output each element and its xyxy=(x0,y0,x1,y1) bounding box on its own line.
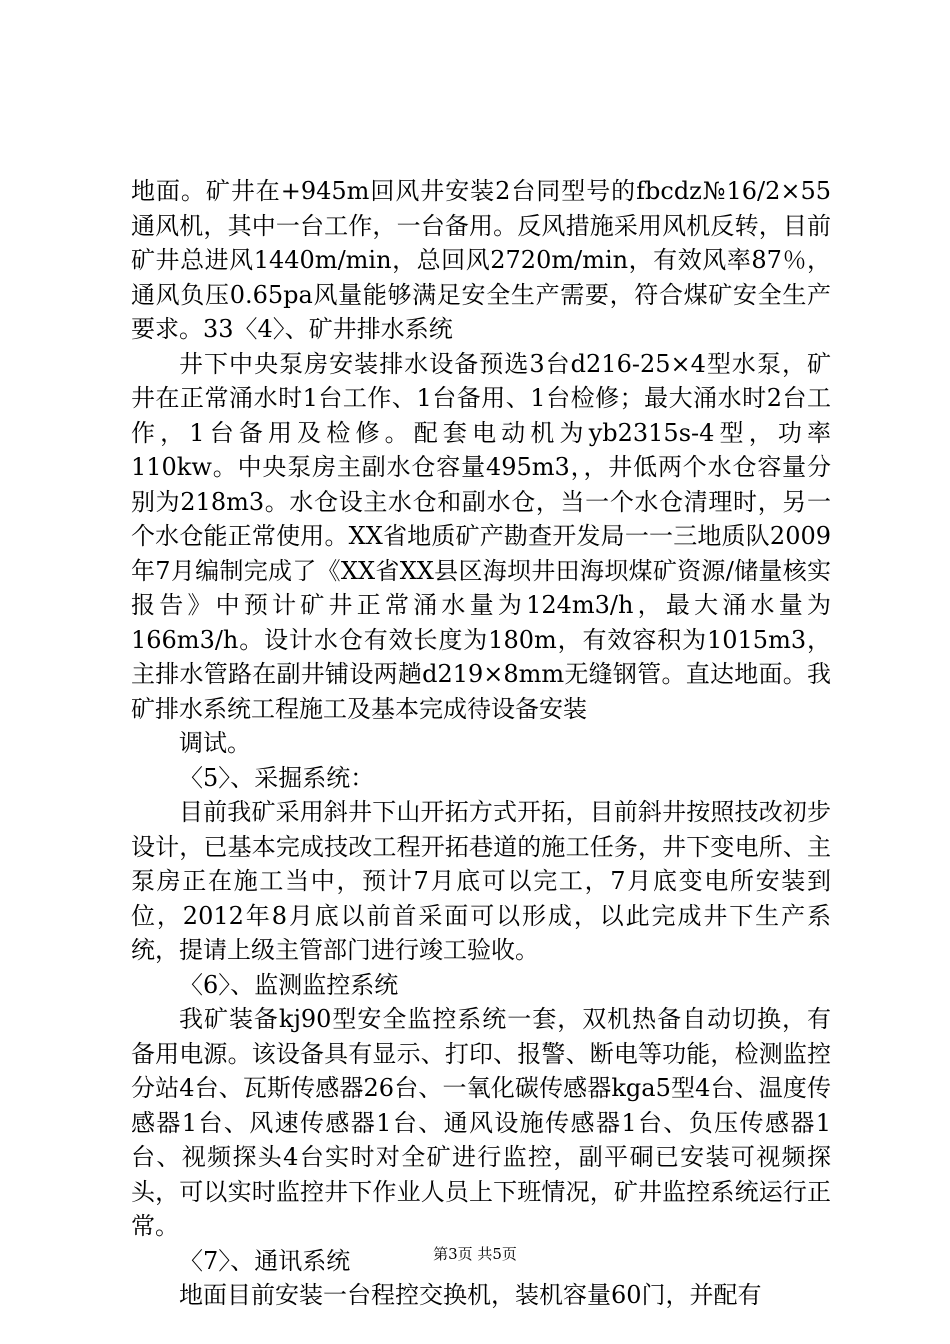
section-heading-communication: 〈7〉、通讯系统 xyxy=(179,1246,351,1275)
paragraph-drainage-end: 调试。 xyxy=(179,729,251,757)
page-number-footer: 第3页 共5页 xyxy=(433,1245,517,1263)
paragraph-ventilation: 地面。矿井在+945m回风井安装2台同型号的fbcdz№16/2×55通风机，其中一台工作，一台备用。反风措施采用风机反转，目前矿井总进风1440m/min，总回风2720m/min，有效风率87％，通风负压0.65pa风量能够满足安全生产需要，符合煤矿安全生产要求。33〈4〉、矿井排水系统 xyxy=(131,177,831,343)
paragraph-communication: 地面目前安装一台程控交换机，装机容量60门，并配有 xyxy=(179,1281,762,1309)
section-heading-mining: 〈5〉、采掘系统： xyxy=(179,763,375,792)
paragraph-drainage: 井下中央泵房安装排水设备预选3台d216-25×4型水泵，矿井在正常涌水时1台工作、1台备用、1台检修；最大涌水时2台工作，1台备用及检修。配套电动机为yb2315s-4型，功率110kw。中央泵房主副水仓容量495m3，，井低两个水仓容量分别为218m3。水仓设主水仓和副水仓，当一个水仓清理时，另一个水仓能正常使用。XX省地质矿产勘查开发局一一三地质队2009年7月编制完成了《XX省XX县区海坝井田海坝煤矿资源/储量核实报告》中预计矿井正常涌水量为124m3/h，最大涌水量为166m3/h。设计水仓有效长度为180m，有效容积为1015m3，主排水管路在副井铺设两趟d219×8mm无缝钢管。直达地面。我矿排水系统工程施工及基本完成待设备安装 xyxy=(131,349,831,723)
paragraph-monitoring: 我矿装备kj90型安全监控系统一套，双机热备自动切换，有备用电源。该设备具有显示、打印、报警、断电等功能，检测监控分站4台、瓦斯传感器26台、一氧化碳传感器kga5型4台、温度传感器1台、风速传感器1台、通风设施传感器1台、负压传感器1台、视频探头4台实时对全矿进行监控，副平硐已安装可视频探头，可以实时监控井下作业人员上下班情况，矿井监控系统运行正常。 xyxy=(131,1005,831,1240)
section-heading-monitoring: 〈6〉、监测监控系统 xyxy=(179,970,399,999)
document-body xyxy=(131,174,831,1313)
paragraph-mining: 目前我矿采用斜井下山开拓方式开拓，目前斜井按照技改初步设计，已基本完成技改工程开拓巷道的施工任务，井下变电所、主泵房正在施工当中，预计7月底可以完工，7月底变电所安装到位，2012年8月底以前首采面可以形成，以此完成井下生产系统，提请上级主管部门进行竣工验收。 xyxy=(131,798,831,964)
